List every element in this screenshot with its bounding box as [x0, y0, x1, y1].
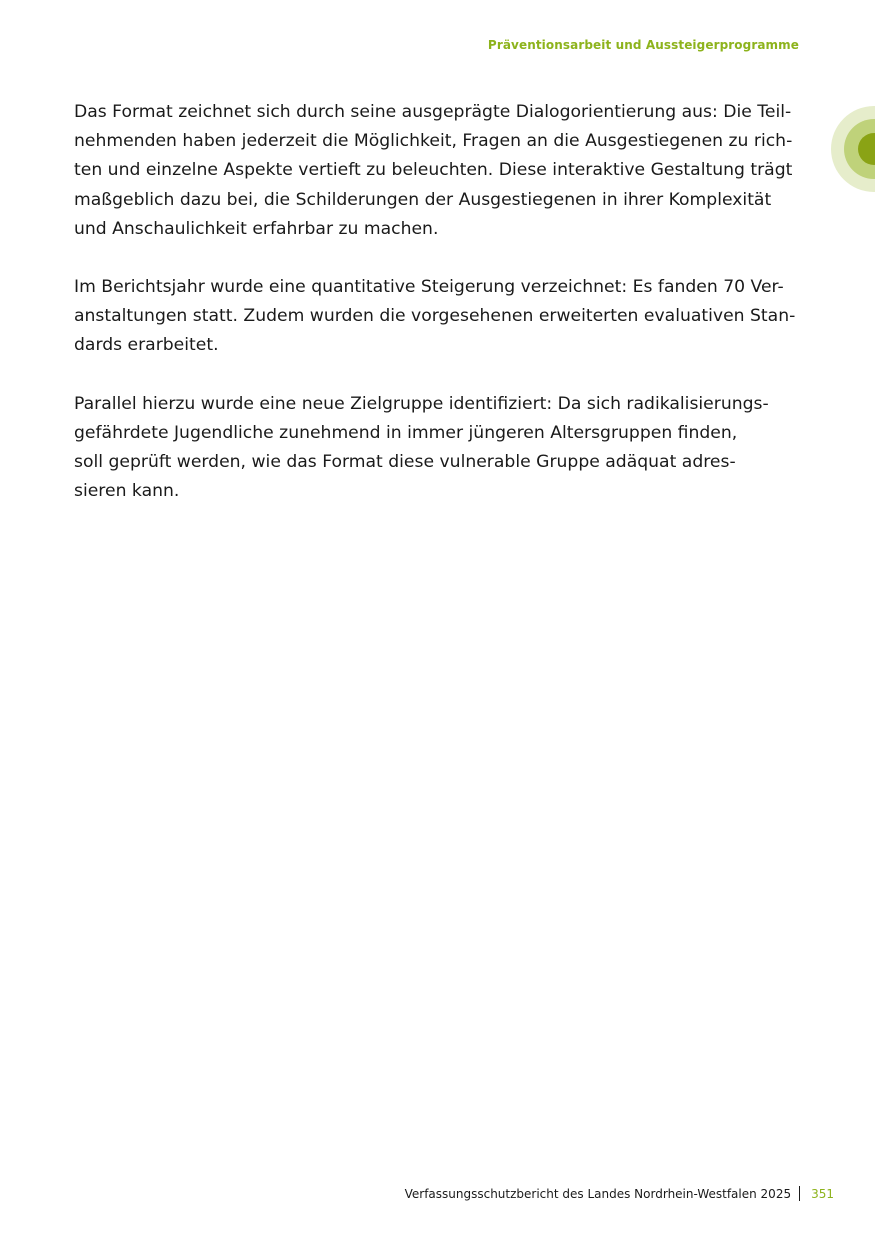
running-header: Präventionsarbeit und Aussteigerprogramme [487, 38, 799, 52]
page-footer [405, 1186, 834, 1201]
decorative-circles-icon [831, 106, 875, 194]
page-number: 351 [811, 1186, 834, 1201]
paragraph-dialog-format: Das Format zeichnet sich durch seine ausgeprägte Dialogorientierung aus: Die Teil- nehmenden haben jederzeit die Möglichkeit, Fragen an die Ausgestiegenen zu rich- ten und einzelne Aspekte vertieft zu beleuchten. Diese interaktive Gestaltung trägt maßgeblich dazu bei, die Schilderungen der Ausgestiegenen in ihrer Komplexität und Anschaulichkeit erfahrbar zu machen. [74, 102, 793, 239]
paragraph-quantitative-increase: Im Berichtsjahr wurde eine quantitative Steigerung verzeichnet: Es fanden 70 Ver- anstaltungen statt. Zudem wurden die vorgesehenen erweiterten evaluativen Stan- dards erarbeitet. [74, 277, 796, 356]
footer-separator [799, 1186, 800, 1201]
paragraph-new-target-group: Parallel hierzu wurde eine neue Zielgruppe identifiziert: Da sich radikalisierungs- gefährdete Jugendliche zunehmend in immer jüngeren Altersgruppen finden, soll geprüft werden, wie das Format diese vulnerable Gruppe adäquat adres- sieren kann. [74, 393, 769, 502]
footer-publication-title: Verfassungsschutzbericht des Landes Nordrhein-Westfalen 2025 [404, 1186, 792, 1201]
main-text [74, 98, 804, 535]
